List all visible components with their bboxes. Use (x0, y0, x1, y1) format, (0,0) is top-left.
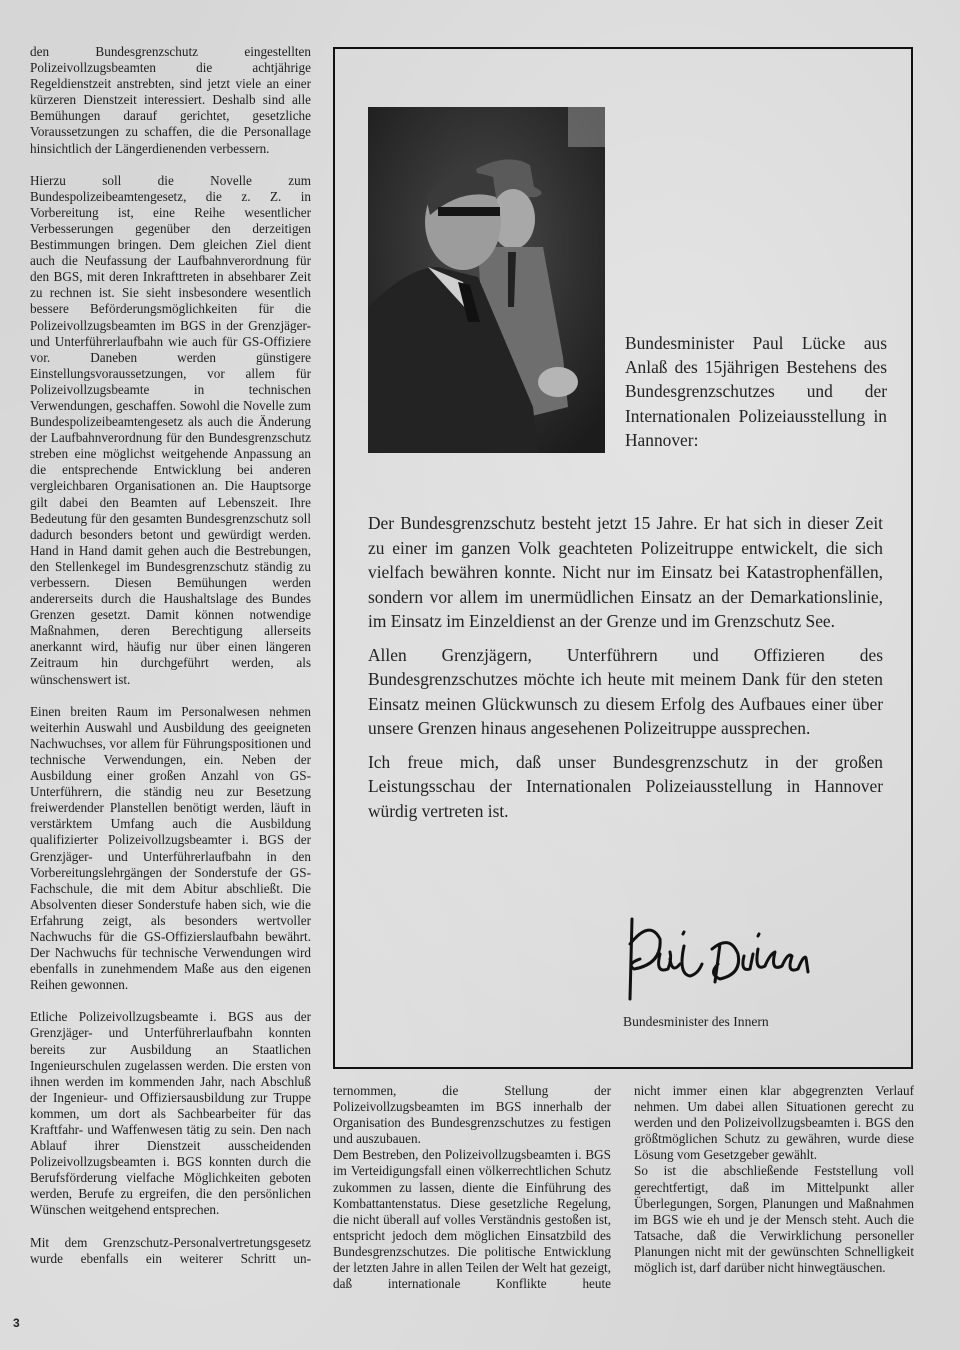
minister-statement-box (333, 47, 913, 1069)
message-paragraph: Ich freue mich, daß unser Bundesgrenzschutz in der großen Leistungsschau der Internationalen Polizeiausstellung in Hannover würdig vertreten ist. (368, 751, 883, 821)
left-column-text (30, 44, 311, 1267)
paragraph: Mit dem Grenzschutz-Personalvertretungsgesetz wurde ebenfalls ein weiterer Schritt un- (30, 1234, 311, 1266)
paragraph: Etliche Polizeivollzugsbeamte i. BGS aus der Grenzjäger- und Unterführerlaufbahn konnten bereits zur Ausbildung an Staatlichen Ingenieurschulen zugelassen werden. Die ersten von ihnen werden im kommenden Jahr, nach Abschluß der Ingenieur- und Offiziersausbildung zur Truppe kommen, um dort als Sachbearbeiter für das Kraftfahr- und Waffenwesen tätig zu sein. Den nach Ablauf ihrer Dienstzeit ausscheidenden Polizeivollzugsbeamten i. BGS konnten durch die Berufsförderung vielfache Möglichkeiten geboten werden, Berufe zu ergreifen, die den persönlichen Wünschen weitgehend entsprechen. (30, 1009, 311, 1218)
paragraph: ternommen, die Stellung der Polizeivollzugsbeamten im BGS innerhalb der Organisation des Bundesgrenzschutzes zu festigen und auszubauen. (333, 1083, 611, 1147)
paragraph: nicht immer einen klar abgegrenzten Verlauf nehmen. Um dabei allen Situationen gerecht zu werden und den Polizeivollzugsbeamten i. BGS den größtmöglichen Schutz zu gewähren, wurde diese Lösung vom Gesetzgeber gewählt. (634, 1083, 914, 1163)
minister-photo (368, 107, 605, 453)
paragraph: So ist die abschließende Feststellung voll gerechtfertigt, daß im Mittelpunkt aller Überlegungen, Sorgen, Planungen und Maßnahmen im BGS wie eh und je der Mensch steht. Auch die Tatsache, daß die Verwirklichung personeller Planungen nicht mit der gewünschten Schnelligkeit möglich ist, darf darüber nicht hinwegtäuschen. (634, 1163, 914, 1276)
paragraph: den Bundesgrenzschutz eingestellten Polizeivollzugsbeamten die achtjährige Regeldienstzeit anstrebten, sind jetzt viele an einer kürzeren Dienstzeit interessiert. Deshalb sind alle Bemühungen darauf gerichtet, gesetzliche Voraussetzungen zu schaffen, die die Personallage hinsichtlich der Längerdienenden verbessern. (30, 44, 311, 156)
middle-column-text (333, 1083, 611, 1292)
photo-caption: Bundesminister Paul Lücke aus Anlaß des 15jährigen Bestehens des Bundesgrenzschutzes und der Internationalen Polizeiausstellung in Hannover: (625, 333, 887, 450)
paragraph: Hierzu soll die Novelle zum Bundespolizeibeamtengesetz, die z. Z. in Vorbereitung ist, eine Reihe wesentlicher Verbesserungen gegenüber den derzeitigen Bestimmungen bringen. Dem gleichen Ziel dient auch die Neufassung der Laufbahnverordnung für den BGS, mit deren Inkrafttreten in absehbarer Zeit zu rechnen ist. Sie sieht insbesondere wesentlich bessere Beförderungsmöglichkeiten für die Polizeivollzugsbeamten im BGS in der Grenzjäger- und Unterführerlaufbahn wie auch für GS-Offiziere vor. Daneben werden günstigere Einstellungsvoraussetzungen, vor allem für Polizeivollzugsbeamte in technischen Verwendungen, geschaffen. Sowohl die Novelle zum Bundespolizeibeamtengesetz als auch die Änderung der Laufbahnverordnung für den Bundesgrenzschutz streben eine möglichst weitgehende Anpassung an die entsprechende Entwicklung bei anderen vergleichbaren Organisationen an. Die Hauptsorge gilt dabei den Beamten auf Lebenszeit. Ihre Bedeutung für den gesamten Bundesgrenzschutz soll dadurch besonders betont und gewürdigt werden. Hand in Hand damit gehen auch die Bestrebungen, den Stellenkegel im Bundesgrenzschutz ständig zu verbessern. Diesen Bemühungen werden andererseits durch die Haushaltslage des Bundes Grenzen gesetzt. Damit können notwendige Maßnahmen, deren Berechtigung allerseits anerkannt wird, häufig nur über einen längeren Zeitraum hin durchgeführt werden, als wünschenswert ist. (30, 172, 311, 687)
signature-title: Bundesminister des Innern (623, 1014, 769, 1029)
page-number: 3 (13, 1316, 20, 1330)
minister-message (368, 511, 883, 823)
signature (620, 914, 840, 1004)
right-column-text (634, 1083, 914, 1276)
message-paragraph: Allen Grenzjägern, Unterführern und Offizieren des Bundesgrenzschutzes möchte ich heute mit meinem Dank für den steten Einsatz meinen Glückwunsch zu diesem Erfolg des Aufbaues einer über unsere Grenzen hinaus angesehenen Polizeitruppe aussprechen. (368, 644, 883, 738)
paragraph: Dem Bestreben, den Polizeivollzugsbeamten i. BGS im Verteidigungsfall einen völkerrechtlichen Schutz zukommen zu lassen, diente die Einführung des Kombattantenstatus. Diese gesetzliche Regelung, die nicht überall auf volles Verständnis gestoßen ist, entspricht jedoch dem möglichen Einsatzbild des Bundesgrenzschutzes. Die politische Entwicklung der letzten Jahre in allen Teilen der Welt hat gezeigt, daß internationale Konflikte heute (333, 1147, 611, 1292)
paragraph: Einen breiten Raum im Personalwesen nehmen weiterhin Auswahl und Ausbildung des geeigneten Nachwuchses, vor allem für Führungspositionen und technische Verwendungen, ein. Neben der Ausbildung einer großen Anzahl von GS-Unterführern, die ständig neu zur Besetzung freiwerdender Planstellen benötigt werden, läuft in verstärktem Umfang auch die Ausbildung qualifizierter Polizeivollzugsbeamter i. BGS der Grenzjäger- und Unterführerlaufbahn in den Vorbereitungslehrgängen der Sonderstufe der GS-Fachschule, die mit dem Abitur abschließt. Die Absolventen dieser Sonderstufe haben sich, wie die Erfahrung zeigt, als besonders wertvoller Nachwuchs für die GS-Offizierslaufbahn bewährt. Der Nachwuchs für technische Verwendungen wird ebenfalls in zunehmendem Maße aus den eigenen Reihen gewonnen. (30, 703, 311, 993)
message-paragraph: Der Bundesgrenzschutz besteht jetzt 15 Jahre. Er hat sich in dieser Zeit zu einer im ganzen Volk geachteten Polizeitruppe entwickelt, die sich vielfach bewähren konnte. Nicht nur im Einsatz bei Katastrophenfällen, sondern vor allem im unermüdlichen Einsatz an der Demarkationslinie, im Einsatz im Einzeldienst an der Grenze und im Grenzschutz See. (368, 513, 883, 631)
